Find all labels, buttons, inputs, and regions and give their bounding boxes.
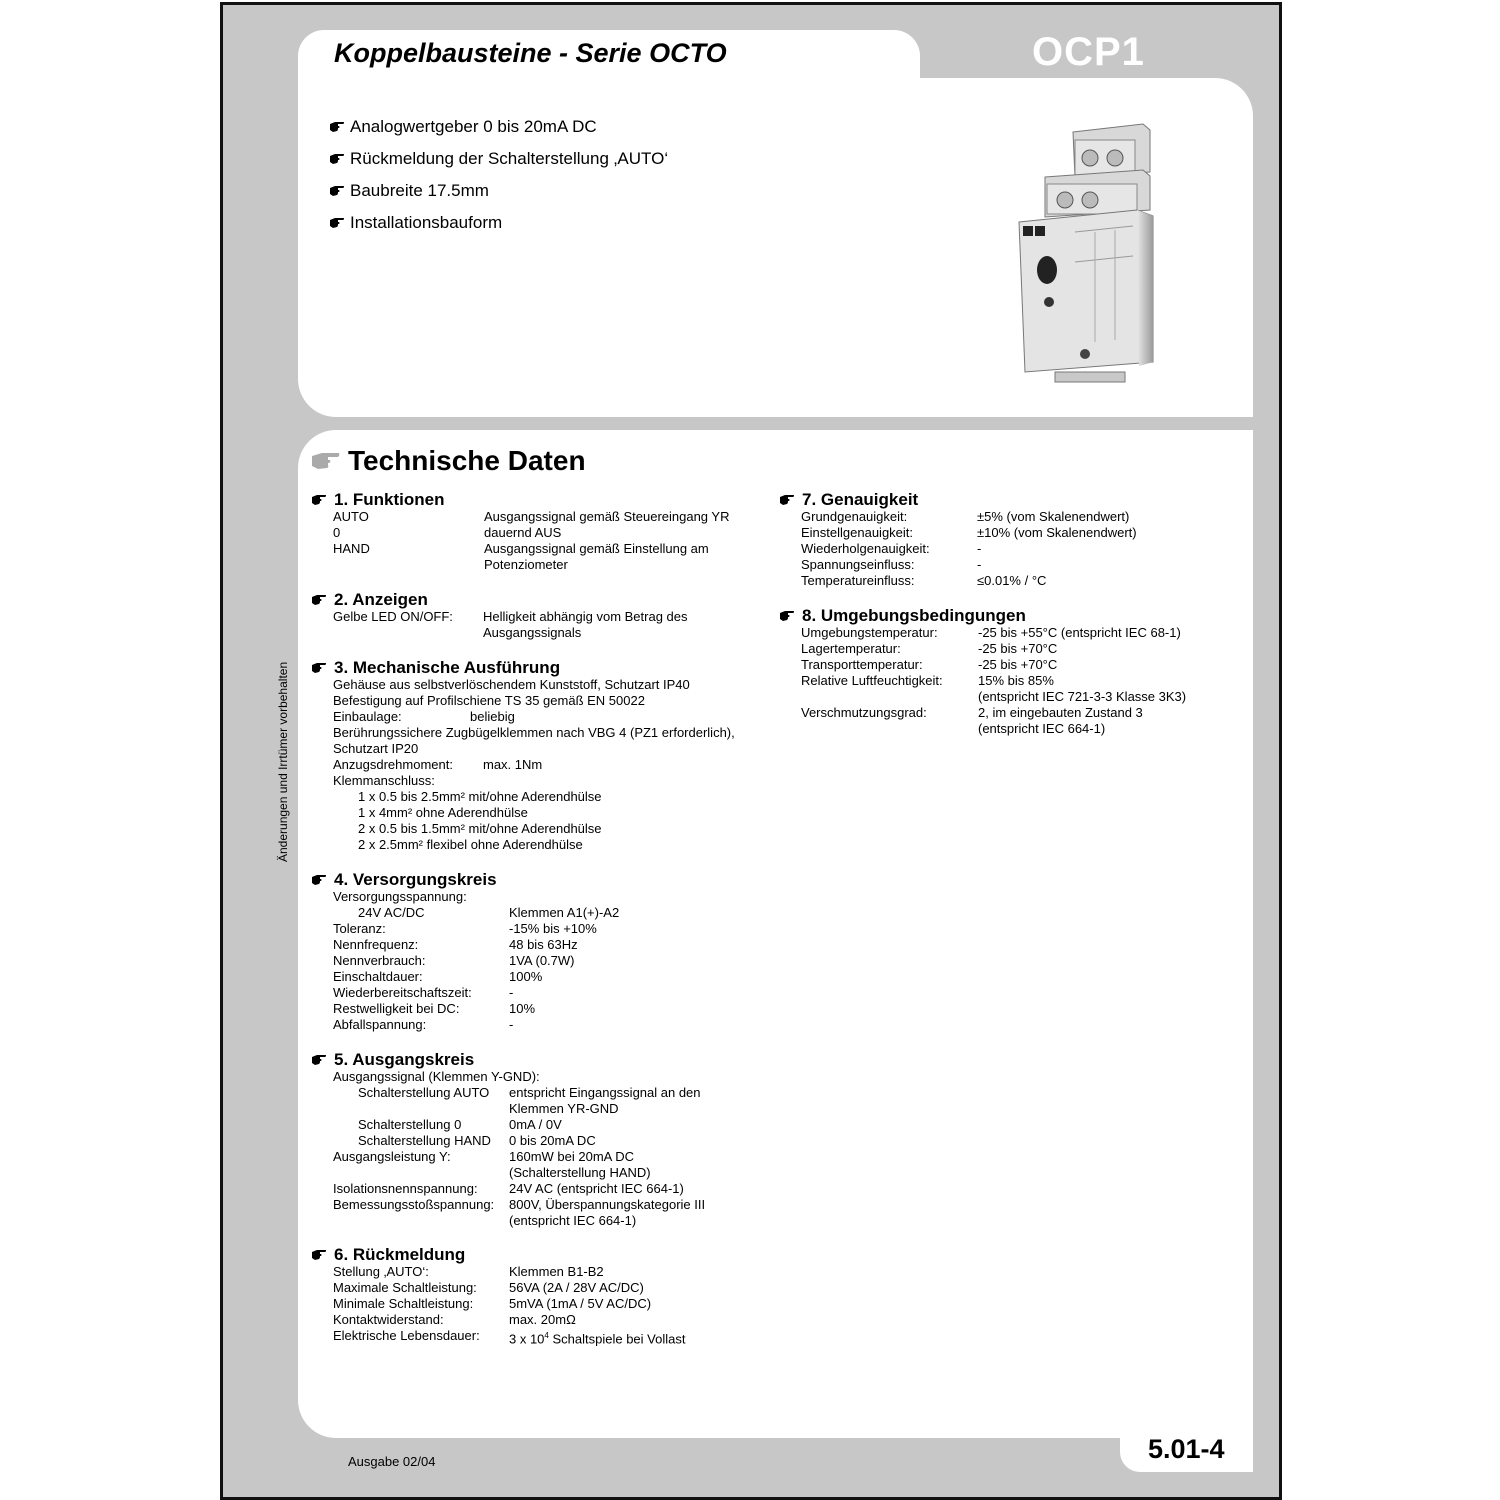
text-line: Befestigung auf Profilschiene TS 35 gemäß EN 50022 xyxy=(333,693,645,708)
spec-key xyxy=(333,557,484,573)
spec-value: 2, im eingebauten Zustand 3 xyxy=(978,705,1143,720)
section-heading: 4. Versorgungskreis xyxy=(312,871,619,889)
section-heading: 6. Rückmeldung xyxy=(312,1246,685,1264)
section-versorgung xyxy=(312,871,619,1033)
feature-item xyxy=(330,180,668,212)
spec-row xyxy=(801,673,1186,689)
spec-key: AUTO xyxy=(333,509,369,524)
spec-value: 15% bis 85% xyxy=(978,673,1054,688)
spec-key: Lagertemperatur: xyxy=(801,641,901,656)
spec-key: Bemessungsstoßspannung: xyxy=(333,1197,495,1212)
terminal-spec-item: 1 x 0.5 bis 2.5mm² mit/ohne Aderendhülse xyxy=(358,789,602,804)
spec-key: Schalterstellung AUTO xyxy=(358,1085,490,1100)
terminal-spec-item: 2 x 0.5 bis 1.5mm² mit/ohne Aderendhülse xyxy=(358,821,602,836)
spec-key: Maximale Schaltleistung: xyxy=(333,1280,477,1295)
spec-row xyxy=(333,509,729,525)
section-title xyxy=(312,445,586,477)
spec-key xyxy=(333,1213,509,1229)
spec-value: 0 bis 20mA DC xyxy=(509,1133,596,1148)
section-heading: 3. Mechanische Ausführung xyxy=(312,659,735,677)
pointing-hand-icon xyxy=(312,1250,326,1260)
spec-key: Nennverbrauch: xyxy=(333,953,426,968)
spec-row xyxy=(333,1017,619,1033)
spec-key: Gelbe LED ON/OFF: xyxy=(333,609,453,624)
spec-value: (Schalterstellung HAND) xyxy=(509,1165,651,1180)
spec-value: Ausgangssignals xyxy=(483,625,582,640)
spec-row xyxy=(333,625,688,641)
spec-value: 10% xyxy=(509,1001,536,1016)
spec-key: Grundgenauigkeit: xyxy=(801,509,908,524)
spec-value: - xyxy=(977,541,982,556)
spec-row xyxy=(333,1197,705,1213)
section-umgebung xyxy=(780,607,1186,737)
spec-row xyxy=(333,1312,685,1328)
spec-row xyxy=(333,1085,705,1101)
spec-row xyxy=(801,573,1137,589)
spec-row xyxy=(801,557,1137,573)
spec-key: Transporttemperatur: xyxy=(801,657,923,672)
spec-value: Klemmen A1(+)-A2 xyxy=(509,905,620,920)
spec-row xyxy=(333,557,729,573)
spec-row xyxy=(333,905,619,921)
pointing-hand-icon xyxy=(312,1055,326,1065)
spec-value: dauernd AUS xyxy=(484,525,562,540)
spec-key xyxy=(333,1165,509,1181)
spec-row xyxy=(333,1181,705,1197)
spec-value: ≤0.01% / °C xyxy=(977,573,1047,588)
spec-row xyxy=(801,689,1186,705)
text-line: Gehäuse aus selbstverlöschendem Kunststoff, Schutzart IP40 xyxy=(333,677,690,692)
spec-key: Abfallspannung: xyxy=(333,1017,427,1032)
pointing-hand-icon xyxy=(312,875,326,885)
feature-item xyxy=(330,116,668,148)
spec-row xyxy=(801,509,1137,525)
spec-value: 48 bis 63Hz xyxy=(509,937,578,952)
pointing-hand-icon xyxy=(312,663,326,673)
spec-value: 160mW bei 20mA DC xyxy=(509,1149,634,1164)
spec-value: 56VA (2A / 28V AC/DC) xyxy=(509,1280,644,1295)
spec-key: Verschmutzungsgrad: xyxy=(801,705,927,720)
side-note: Änderungen und Irrtümer vorbehalten xyxy=(276,661,290,862)
section-ausgang xyxy=(312,1051,705,1229)
spec-key xyxy=(801,689,978,705)
pointing-hand-icon xyxy=(780,495,794,505)
spec-key: Einstellgenauigkeit: xyxy=(801,525,914,540)
spec-key: Schalterstellung HAND xyxy=(358,1133,491,1148)
spec-row xyxy=(801,705,1186,721)
spec-row: Einbaulage: beliebig xyxy=(333,709,515,724)
spec-key xyxy=(358,1101,509,1117)
text-line: Berührungssichere Zugbügelklemmen nach VBG 4 (PZ1 erforderlich), xyxy=(333,725,735,740)
terminal-spec-item: 1 x 4mm² ohne Aderendhülse xyxy=(358,805,528,820)
spec-row xyxy=(333,1149,705,1165)
spec-value: ±10% (vom Skalenendwert) xyxy=(977,525,1137,540)
spec-row xyxy=(333,1213,705,1229)
spec-row: Anzugsdrehmoment: max. 1Nm xyxy=(333,757,543,772)
spec-key: 0 xyxy=(333,525,341,540)
spec-key: 24V AC/DC xyxy=(358,905,425,920)
spec-value: 800V, Überspannungskategorie III xyxy=(509,1197,706,1212)
feature-text: Installationsbauform xyxy=(350,213,503,232)
spec-row: Elektrische Lebensdauer: 3 x $10^4$ Schaltspiele bei Vollast xyxy=(333,1328,686,1347)
spec-key: Einschaltdauer: xyxy=(333,969,423,984)
section-genauigkeit xyxy=(780,491,1137,589)
spec-row xyxy=(333,921,619,937)
spec-row xyxy=(801,541,1137,557)
spec-key: Kontaktwiderstand: xyxy=(333,1312,444,1327)
spec-value: 1VA (0.7W) xyxy=(509,953,575,968)
spec-row xyxy=(333,609,688,625)
spec-key xyxy=(333,625,483,641)
spec-key: HAND xyxy=(333,541,370,556)
page-number: 5.01-4 xyxy=(1148,1434,1225,1464)
spec-key: Minimale Schaltleistung: xyxy=(333,1296,474,1311)
spec-value: -15% bis +10% xyxy=(509,921,597,936)
spec-row xyxy=(333,1117,705,1133)
spec-key: Stellung ‚AUTO‘: xyxy=(333,1264,429,1279)
spec-row xyxy=(333,937,619,953)
section-heading: 2. Anzeigen xyxy=(312,591,688,609)
spec-value: Klemmen B1-B2 xyxy=(509,1264,604,1279)
text-line: Schutzart IP20 xyxy=(333,741,419,756)
spec-value: max. 20mΩ xyxy=(509,1312,576,1327)
spec-value: (entspricht IEC 721-3-3 Klasse 3K3) xyxy=(978,689,1187,704)
spec-row xyxy=(333,1264,685,1280)
spec-row xyxy=(333,1133,705,1149)
spec-row xyxy=(333,1296,685,1312)
pointing-hand-icon xyxy=(312,452,340,470)
spec-row xyxy=(333,1101,705,1117)
spec-key: Nennfrequenz: xyxy=(333,937,419,952)
spec-value: - xyxy=(977,557,982,572)
edition-label: Ausgabe 02/04 xyxy=(348,1454,436,1469)
spec-value: -25 bis +55°C (entspricht IEC 68-1) xyxy=(978,625,1181,640)
spec-value: entspricht Eingangssignal an den xyxy=(509,1085,701,1100)
feature-item xyxy=(330,148,668,180)
section-mechanik xyxy=(312,659,735,853)
product-image xyxy=(1015,122,1165,384)
spec-value: 24V AC (entspricht IEC 664-1) xyxy=(509,1181,684,1196)
spec-value: 100% xyxy=(509,969,543,984)
section-heading: 5. Ausgangskreis xyxy=(312,1051,705,1069)
spec-value: 0mA / 0V xyxy=(509,1117,562,1132)
spec-row xyxy=(801,641,1186,657)
spec-value: 5mVA (1mA / 5V AC/DC) xyxy=(509,1296,652,1311)
spec-value: - xyxy=(509,985,514,1000)
pointing-hand-icon xyxy=(780,611,794,621)
spec-key: Wiederbereitschaftszeit: xyxy=(333,985,472,1000)
spec-row xyxy=(333,985,619,1001)
spec-key: Umgebungstemperatur: xyxy=(801,625,938,640)
spec-row xyxy=(333,1280,685,1296)
section-title-text: Technische Daten xyxy=(348,445,586,476)
spec-row xyxy=(801,657,1186,673)
pointing-hand-icon xyxy=(330,186,344,196)
spec-value: Klemmen YR-GND xyxy=(509,1101,619,1116)
pointing-hand-icon xyxy=(312,495,326,505)
spec-key: Isolationsnennspannung: xyxy=(333,1181,478,1196)
spec-key: Restwelligkeit bei DC: xyxy=(333,1001,460,1016)
spec-row xyxy=(333,541,729,557)
section-anzeigen xyxy=(312,591,688,641)
spec-value: Helligkeit abhängig vom Betrag des xyxy=(483,609,688,624)
spec-value: Potenziometer xyxy=(484,557,568,572)
spec-key: Relative Luftfeuchtigkeit: xyxy=(801,673,943,688)
spec-value: - xyxy=(509,1017,514,1032)
page-title: Koppelbausteine - Serie OCTO xyxy=(334,38,727,68)
feature-list xyxy=(330,116,668,244)
feature-text: Rückmeldung der Schalterstellung ‚AUTO‘ xyxy=(350,149,669,168)
spec-key: Temperatureinfluss: xyxy=(801,573,915,588)
feature-item xyxy=(330,212,668,244)
pointing-hand-icon xyxy=(330,154,344,164)
spec-value: ±5% (vom Skalenendwert) xyxy=(977,509,1130,524)
spec-row xyxy=(333,1165,705,1181)
spec-value: -25 bis +70°C xyxy=(978,657,1058,672)
spec-row xyxy=(333,1001,619,1017)
section-heading: 1. Funktionen xyxy=(312,491,729,509)
spec-key: Ausgangsleistung Y: xyxy=(333,1149,451,1164)
spec-value: Ausgangssignal gemäß Steuereingang YR xyxy=(484,509,730,524)
spec-key xyxy=(801,721,978,737)
spec-key: Schalterstellung 0 xyxy=(358,1117,462,1132)
product-code: OCP1 xyxy=(1032,30,1145,74)
section-funktionen xyxy=(312,491,729,573)
spec-value: (entspricht IEC 664-1) xyxy=(509,1213,637,1228)
text-line: Versorgungsspannung: xyxy=(333,889,467,904)
spec-row xyxy=(333,953,619,969)
spec-key: Toleranz: xyxy=(333,921,386,936)
text-line: Klemmanschluss: xyxy=(333,773,435,788)
spec-value: -25 bis +70°C xyxy=(978,641,1058,656)
pointing-hand-icon xyxy=(330,122,344,132)
pointing-hand-icon xyxy=(330,218,344,228)
section-heading: 7. Genauigkeit xyxy=(780,491,1137,509)
feature-text: Analogwertgeber 0 bis 20mA DC xyxy=(350,117,597,136)
spec-value: (entspricht IEC 664-1) xyxy=(978,721,1106,736)
text-line: Ausgangssignal (Klemmen Y-GND): xyxy=(333,1069,540,1084)
spec-row xyxy=(333,969,619,985)
spec-value: Ausgangssignal gemäß Einstellung am xyxy=(484,541,709,556)
terminal-spec-item: 2 x 2.5mm² flexibel ohne Aderendhülse xyxy=(358,837,583,852)
spec-row xyxy=(801,721,1186,737)
pointing-hand-icon xyxy=(312,595,326,605)
spec-row xyxy=(801,625,1186,641)
section-heading: 8. Umgebungsbedingungen xyxy=(780,607,1186,625)
section-rueckmeldung xyxy=(312,1246,685,1347)
spec-row xyxy=(801,525,1137,541)
spec-key: Spannungseinfluss: xyxy=(801,557,915,572)
spec-key: Wiederholgenauigkeit: xyxy=(801,541,930,556)
feature-text: Baubreite 17.5mm xyxy=(350,181,489,200)
spec-row xyxy=(333,525,729,541)
